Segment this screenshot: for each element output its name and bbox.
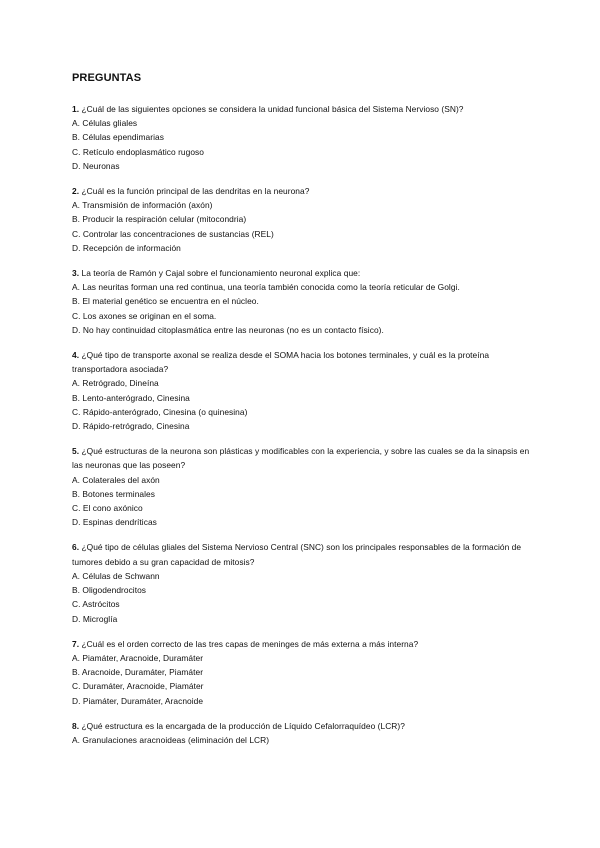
question-stem bbox=[72, 184, 542, 198]
answer-option-c: C. Astrócitos bbox=[72, 599, 120, 610]
question-number: 1. bbox=[72, 104, 80, 114]
answer-option-c: C. El cono axónico bbox=[72, 503, 143, 514]
question-text: ¿Cuál es el orden correcto de las tres capas de meninges de más externa a más interna? bbox=[81, 638, 419, 649]
question-number: 2. bbox=[72, 186, 80, 197]
question-stem bbox=[72, 266, 542, 280]
question-stem bbox=[72, 637, 542, 651]
question-8 bbox=[72, 719, 542, 747]
question-text: ¿Cuál es la función principal de las dendritas en la neurona? bbox=[81, 186, 310, 197]
answer-option-a: A. Colaterales del axón bbox=[72, 474, 160, 485]
answer-option-c: C. Controlar las concentraciones de sustancias (REL) bbox=[72, 228, 274, 239]
answer-option-d: D. Neuronas bbox=[72, 160, 120, 171]
answer-option-c: C. Retículo endoplasmático rugoso bbox=[72, 146, 204, 157]
question-stem bbox=[72, 444, 542, 472]
answer-option-a: A. Células de Schwann bbox=[72, 570, 160, 581]
question-3 bbox=[72, 266, 542, 337]
question-7 bbox=[72, 637, 542, 708]
question-text: ¿Qué tipo de transporte axonal se realiza desde el SOMA hacia los botones terminales, y cuál es la proteína transportadora asociada? bbox=[72, 350, 490, 375]
question-stem bbox=[72, 348, 542, 376]
answer-option-b: B. Lento-anterógrado, Cinesina bbox=[72, 392, 190, 403]
answer-option-a: A. Las neuritas forman una red continua, una teoría también conocida como la teoría reticular de Golgi. bbox=[72, 282, 460, 293]
question-number: 7. bbox=[72, 638, 80, 649]
answer-option-a: A. Células gliales bbox=[72, 118, 138, 129]
question-list bbox=[72, 102, 542, 758]
question-5 bbox=[72, 444, 542, 529]
answer-option-b: B. Oligodendrocitos bbox=[72, 585, 147, 596]
question-number: 6. bbox=[72, 542, 80, 553]
question-4 bbox=[72, 348, 542, 433]
answer-option-a: A. Piamáter, Aracnoide, Duramáter bbox=[72, 652, 204, 663]
answer-option-d: D. No hay continuidad citoplasmática entre las neuronas (no es un contacto físico). bbox=[72, 324, 384, 335]
question-6 bbox=[72, 540, 542, 625]
question-number: 5. bbox=[72, 446, 80, 457]
question-text: ¿Cuál de las siguientes opciones se considera la unidad funcional básica del Sistema Nervioso (SN)? bbox=[81, 104, 464, 114]
question-text: ¿Qué tipo de células gliales del Sistema Nervioso Central (SNC) son los principales responsables de la formación de tumores debido a su gran capacidad de mitosis? bbox=[72, 542, 522, 567]
answer-option-d: D. Recepción de información bbox=[72, 242, 181, 253]
question-text: La teoría de Ramón y Cajal sobre el funcionamiento neuronal explica que: bbox=[81, 268, 361, 279]
question-number: 8. bbox=[72, 720, 80, 731]
question-number: 3. bbox=[72, 268, 80, 279]
question-2 bbox=[72, 184, 542, 255]
question-text: ¿Qué estructuras de la neurona son plásticas y modificables con la experiencia, y sobre las cuales se da la sinapsis en las neuronas que las poseen? bbox=[72, 446, 530, 471]
page-title: PREGUNTAS bbox=[72, 72, 142, 84]
question-text: ¿Qué estructura es la encargada de la producción de Líquido Cefalorraquídeo (LCR)? bbox=[81, 720, 405, 731]
answer-option-d: D. Rápido-retrógrado, Cinesina bbox=[72, 421, 190, 432]
answer-option-b: B. El material genético se encuentra en el núcleo. bbox=[72, 296, 259, 307]
answer-option-a: A. Granulaciones aracnoideas (eliminación del LCR) bbox=[72, 734, 270, 745]
answer-option-b: B. Aracnoide, Duramáter, Piamáter bbox=[72, 667, 204, 678]
answer-option-d: D. Piamáter, Duramáter, Aracnoide bbox=[72, 695, 204, 706]
answer-option-a: A. Transmisión de información (axón) bbox=[72, 200, 213, 211]
question-stem bbox=[72, 102, 542, 116]
answer-option-b: B. Células ependimarias bbox=[72, 132, 164, 143]
answer-option-d: D. Espinas dendríticas bbox=[72, 517, 157, 528]
answer-option-c: C. Duramáter, Aracnoide, Piamáter bbox=[72, 681, 204, 692]
answer-option-b: B. Botones terminales bbox=[72, 488, 155, 499]
question-number: 4. bbox=[72, 350, 80, 361]
answer-option-a: A. Retrógrado, Dineína bbox=[72, 378, 159, 389]
answer-option-b: B. Producir la respiración celular (mitocondria) bbox=[72, 214, 247, 225]
answer-option-d: D. Microglía bbox=[72, 613, 118, 624]
question-1 bbox=[72, 102, 542, 173]
answer-option-c: C. Los axones se originan en el soma. bbox=[72, 310, 217, 321]
question-stem bbox=[72, 719, 542, 733]
answer-option-c: C. Rápido-anterógrado, Cinesina (o quinesina) bbox=[72, 406, 248, 417]
question-stem bbox=[72, 540, 542, 568]
